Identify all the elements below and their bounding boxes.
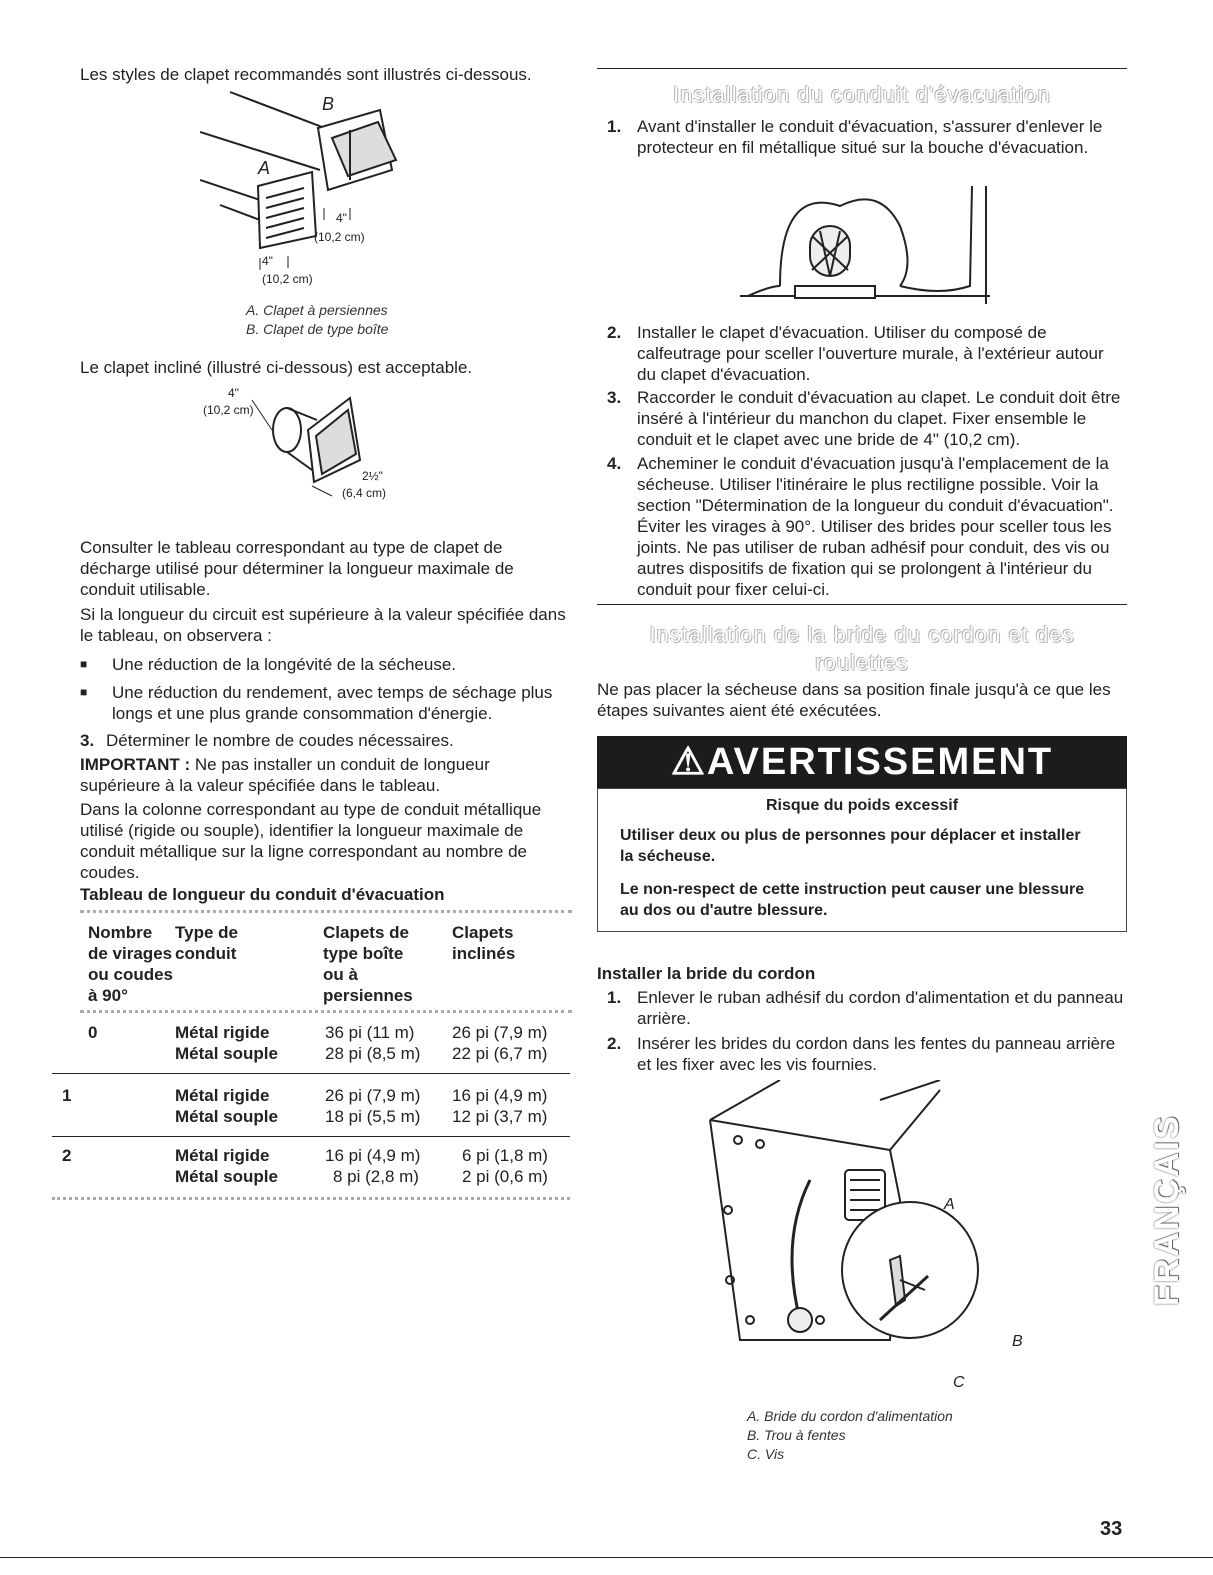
label-c: C [953,1374,965,1391]
exhaust-outlet-figure [740,186,990,312]
footer-rule [0,1557,1213,1558]
table-cell: Métal rigide Métal souple [175,1023,278,1063]
label-a: A [258,158,271,178]
para-consult: Consulter le tableau correspondant au type de clapet de décharge utilisé pour déterminer la longueur maximale de conduit utilisable. [80,538,514,599]
incline-text: Le clapet incliné (illustré ci-dessous) est acceptable. [80,358,473,377]
cord-bracket-figure [700,1080,1020,1380]
section-rule [597,604,1127,605]
warning-text: Le non-respect de cette instruction peut causer une blessure au dos ou d'autre blessure. [620,881,1085,919]
section-title: Installation du conduit d'évacuation [673,82,1051,107]
table-cell: 0 [88,1023,98,1042]
table-header-cell: Nombre de virages ou coudes à 90° [88,923,174,1005]
table-header-cell: Clapets de type boîte ou à persiennes [323,923,413,1005]
figure-caption: C. Vis [747,1446,785,1462]
table-cell: 6 pi (1,8 m) 2 pi (0,6 m) [462,1146,548,1186]
important-note: IMPORTANT : Ne pas installer un conduit de longueur supérieure à la valeur spécifiée dans le tableau. [80,755,490,795]
step-item: 3. Raccorder le conduit d'évacuation au clapet. Le conduit doit être inséré à l'intérieur du manchon du clapet. Fixer ensemble le conduit et le clapet avec une bride de 4" (10,2 cm). [607,388,1121,449]
figure-caption: B. Trou à fentes [747,1427,846,1443]
dim-label: 2½" [362,469,383,483]
section-intro: Ne pas placer la sécheuse dans sa position finale jusqu'à ce que les étapes suivantes aient été exécutées. [597,680,1111,720]
warning-title: AVERTISSEMENT [706,741,1054,783]
label-b: B [1012,1333,1023,1350]
table-header-cell: Clapets inclinés [452,923,516,963]
dim-label: 4" [228,386,239,400]
table-rule [52,1197,570,1200]
table-header-cell: Type de conduit [175,923,238,963]
figure-caption: A. Bride du cordon d'alimentation [747,1408,953,1424]
label-a: A [944,1196,955,1213]
step-item: 2. Insérer les brides du cordon dans les fentes du panneau arrière et les fixer avec les vis fournies. [607,1034,1116,1074]
para-length: Si la longueur du circuit est supérieure à la valeur spécifiée dans le tableau, on observera : [80,605,566,645]
section-title: roulettes [815,650,909,675]
table-title: Tableau de longueur du conduit d'évacuation [80,885,445,904]
para-column: Dans la colonne correspondant au type de conduit métallique utilisé (rigide ou souple), identifier la longueur maximale de conduit métallique sur la ligne correspondant au nombre de coudes. [80,800,542,882]
table-cell: 16 pi (4,9 m) 12 pi (3,7 m) [452,1086,548,1126]
subsection-title: Installer la bride du cordon [597,964,816,983]
warning-text: Utiliser deux ou plus de personnes pour déplacer et installer la sécheuse. [620,827,1081,865]
dim-label: (10,2 cm) [262,272,313,286]
warning-box [597,788,1127,932]
table-cell: 1 [62,1086,72,1105]
table-rule [52,1073,570,1074]
section-rule [597,68,1127,69]
bullet-item: ■ Une réduction de la longévité de la sécheuse. [80,655,457,674]
warning-risk: Risque du poids excessif [765,797,959,814]
step-3: 3. Déterminer le nombre de coudes nécessaires. [80,731,454,750]
bullet-item: ■ Une réduction du rendement, avec temps de séchage plus longs et une plus grande consommation d'énergie. [80,683,553,723]
figure-caption: B. Clapet de type boîte [246,321,389,337]
label-b: B [322,94,335,114]
dim-label: (10,2 cm) [314,230,365,244]
table-rule [80,910,572,913]
step-item: 4. Acheminer le conduit d'évacuation jusqu'à l'emplacement de la sécheuse. Utiliser l'itinéraire le plus rectiligne possible. Voir la section "Détermination de la longueur du conduit d'évacuation". Éviter les virages à 90°. Utiliser des brides pour sceller tous les joints. Ne pas utiliser de ruban adhésif pour conduit, des vis ou autres dispositifs de fixation qui se prolongent à l'intérieur du conduit pour fixer celui-ci. [607,454,1114,599]
warning-icon: ⚠ [670,741,707,783]
section-title: Installation de la bride du cordon et des [649,622,1075,647]
table-cell: Métal rigide Métal souple [175,1146,278,1186]
warning-header [597,736,1127,788]
table-cell: 26 pi (7,9 m) 18 pi (5,5 m) [325,1086,421,1126]
dim-label: (6,4 cm) [342,486,387,500]
table-cell: Métal rigide Métal souple [175,1086,278,1126]
language-tab: FRANÇAIS [1148,1114,1186,1306]
step-item: 2. Installer le clapet d'évacuation. Utiliser du composé de calfeutrage pour sceller l'ouverture murale, à l'extérieur autour du clapet d'évacuation. [607,323,1104,384]
table-rule [80,1010,572,1013]
step-item: 1. Avant d'installer le conduit d'évacuation, s'assurer d'enlever le protecteur en fil métallique situé sur la bouche d'évacuation. [607,117,1103,157]
dim-label: (10,2 cm) [203,403,254,417]
figure-caption: A. Clapet à persiennes [246,302,388,318]
step-item: 1. Enlever le ruban adhésif du cordon d'alimentation et du panneau arrière. [607,988,1124,1028]
table-cell: 36 pi (11 m) 28 pi (8,5 m) [325,1023,421,1063]
dim-label: 4" [336,211,347,225]
page-number: 33 [1100,1518,1123,1540]
table-cell: 16 pi (4,9 m) 8 pi (2,8 m) [325,1146,421,1186]
dim-label: 4" [262,254,273,268]
intro-text: Les styles de clapet recommandés sont illustrés ci-dessous. [80,65,532,84]
table-cell: 26 pi (7,9 m) 22 pi (6,7 m) [452,1023,548,1063]
vent-hoods-figure [200,90,440,290]
table-rule [52,1136,570,1137]
table-cell: 2 [62,1146,72,1165]
